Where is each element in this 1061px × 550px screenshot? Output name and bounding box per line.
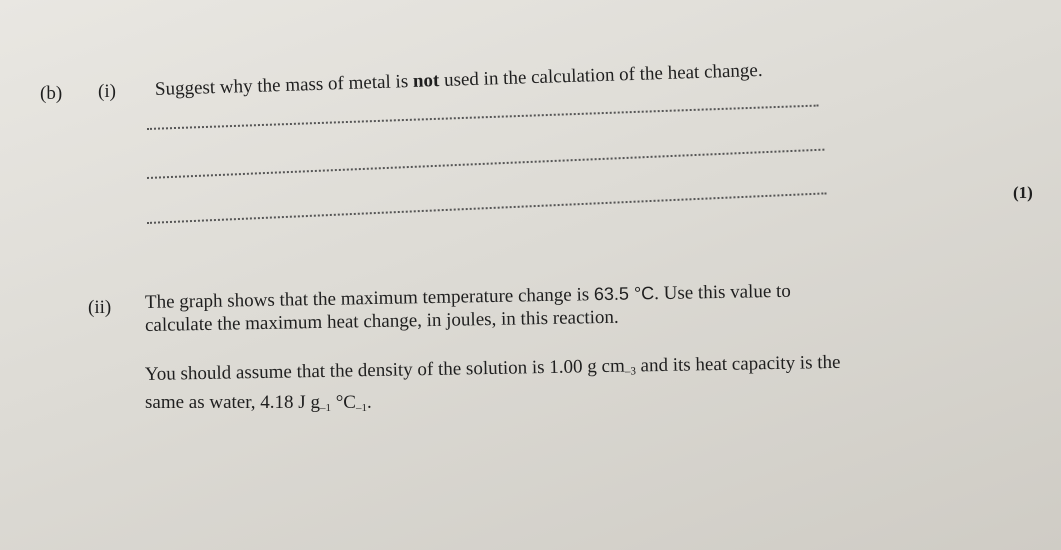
sub-ii-line-4 [145, 392, 372, 419]
answer-line-1[interactable] [147, 105, 819, 130]
sub-ii-label: (ii) [88, 297, 112, 318]
sub-i-question-text-1: Suggest why the mass of metal is [154, 70, 414, 100]
answer-line-2[interactable] [147, 149, 824, 179]
sub-ii-line-4-tail: . [366, 392, 372, 413]
sub-ii-line-1-text: The graph shows that the maximum temperature change is [144, 284, 595, 313]
sub-i-question [155, 60, 763, 101]
sub-ii-line-4-text: same as water, 4.18 J g [145, 392, 320, 413]
sub-ii-line-4-unit: °C [330, 392, 356, 413]
temperature-value: 63.5 °C [593, 283, 655, 305]
sub-ii-line-3-tail: and its heat capacity is the [635, 351, 841, 377]
sub-ii-line-1-tail: . Use this value to [653, 280, 792, 305]
marks-label: (1) [1013, 183, 1033, 202]
density-unit-exponent: –3 [624, 365, 636, 378]
sub-i-question-text-2: used in the calculation of the heat change. [438, 59, 763, 92]
sub-ii-line-3-text: You should assume that the density of the solution is 1.00 g cm [144, 355, 625, 385]
sub-ii-line-2: calculate the maximum heat change, in joules, in this reaction. [144, 306, 619, 336]
heat-capacity-exponent-1: –1 [319, 402, 331, 414]
sub-i-label: (i) [98, 81, 116, 102]
heat-capacity-exponent-2: –1 [355, 402, 367, 414]
sub-ii-line-3 [145, 352, 841, 391]
answer-line-3[interactable] [147, 192, 826, 224]
sub-i-question-emphasis: not [412, 70, 440, 92]
part-b-label: (b) [40, 83, 63, 104]
